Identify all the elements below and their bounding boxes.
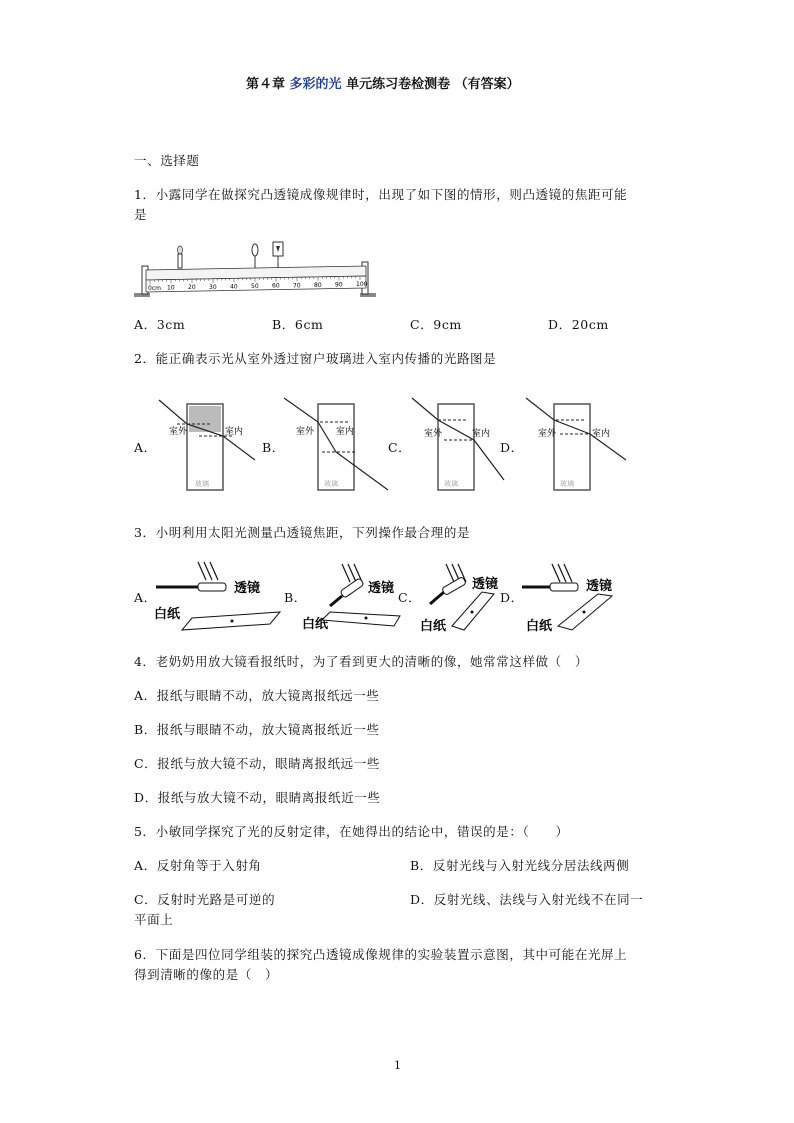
q1-option-d[interactable]: D．20cm bbox=[548, 317, 609, 332]
label-outside: 室外 bbox=[296, 427, 315, 437]
q2-figure-b bbox=[280, 394, 390, 494]
q2-figure-d bbox=[522, 394, 632, 494]
q3-figure-c bbox=[412, 560, 506, 632]
label-paper: 白纸 bbox=[526, 619, 553, 632]
label-lens: 透镜 bbox=[472, 577, 499, 592]
page-number: 1 bbox=[394, 1059, 401, 1072]
q3-option-b[interactable]: B． bbox=[284, 590, 307, 605]
q2-text: 2．能正确表示光从室外透过窗户玻璃进入室内传播的光路图是 bbox=[134, 351, 497, 366]
q4-text: 4．老奶奶用放大镜看报纸时，为了看到更大的清晰的像，她常常这样做（ ） bbox=[134, 654, 588, 669]
ruler-tick-label: 50 bbox=[251, 283, 259, 291]
focus-dot bbox=[231, 620, 234, 623]
lens-handle bbox=[430, 592, 444, 604]
ruler-tick-label: 0cm bbox=[148, 284, 161, 292]
q4-option-d[interactable]: D．报纸与放大镜不动，眼睛离报纸近一些 bbox=[134, 790, 381, 805]
q3-option-c[interactable]: C． bbox=[398, 590, 422, 605]
q1-option-b[interactable]: B．6cm bbox=[272, 317, 324, 332]
label-glass: 玻璃 bbox=[444, 480, 458, 488]
glass-shading bbox=[189, 406, 221, 432]
q5-option-b[interactable]: B．反射光线与入射光线分居法线两侧 bbox=[410, 858, 630, 873]
white-paper bbox=[322, 612, 400, 626]
q1-text-line1: 1．小露同学在做探究凸透镜成像规律时，出现了如下图的情形，则凸透镜的焦距可能 bbox=[134, 187, 628, 202]
q4-option-b[interactable]: B．报纸与眼睛不动，放大镜离报纸近一些 bbox=[134, 722, 380, 737]
label-lens: 透镜 bbox=[234, 581, 261, 596]
q2-figure-c bbox=[408, 394, 518, 494]
glass-pane bbox=[554, 404, 590, 490]
optical-bench-figure bbox=[134, 238, 384, 300]
title-suffix: 单元练习卷检测卷 （有答案） bbox=[341, 77, 520, 92]
lens-icon bbox=[550, 583, 578, 591]
label-glass: 玻璃 bbox=[324, 480, 338, 488]
ruler-tick-label: 40 bbox=[230, 283, 238, 291]
q3-figure-d bbox=[518, 560, 618, 632]
lens-icon bbox=[340, 578, 364, 598]
q3-figure-b bbox=[296, 560, 402, 632]
label-lens: 透镜 bbox=[368, 581, 395, 596]
q3-option-a[interactable]: A． bbox=[134, 590, 157, 605]
ruler-tick-label: 60 bbox=[272, 282, 280, 290]
ruler-tick-label: 30 bbox=[209, 283, 217, 291]
lens-handle bbox=[330, 596, 342, 606]
label-inside: 室内 bbox=[225, 427, 244, 437]
q2-option-a[interactable]: A． bbox=[134, 440, 157, 455]
ruler-tick-label: 100 bbox=[356, 281, 368, 289]
label-lens: 透镜 bbox=[586, 579, 613, 594]
label-outside: 室外 bbox=[169, 427, 188, 437]
label-outside: 室外 bbox=[424, 429, 443, 439]
q5-option-a[interactable]: A．反射角等于入射角 bbox=[134, 858, 262, 873]
ruler-tick-label: 10 bbox=[167, 284, 175, 292]
candle-flame-icon bbox=[178, 246, 183, 254]
glass-pane bbox=[318, 404, 354, 490]
label-inside: 室内 bbox=[336, 427, 355, 437]
ruler-tick-label: 80 bbox=[314, 281, 322, 289]
q4-option-a[interactable]: A．报纸与眼睛不动，放大镜离报纸远一些 bbox=[134, 688, 380, 703]
q5-option-d[interactable]: D．反射光线、法线与入射光线不在同一 bbox=[410, 892, 644, 907]
focus-dot bbox=[583, 611, 586, 614]
lens-icon bbox=[252, 244, 258, 256]
page-title bbox=[246, 77, 520, 93]
q6-text-line2: 得到清晰的像的是（ ） bbox=[134, 967, 279, 982]
label-paper: 白纸 bbox=[420, 619, 447, 632]
lens-icon bbox=[442, 577, 467, 596]
q3-figure-a bbox=[152, 560, 284, 632]
label-inside: 室内 bbox=[592, 429, 611, 439]
label-glass: 玻璃 bbox=[560, 480, 574, 488]
q5-option-c[interactable]: C．反射时光路是可逆的 bbox=[134, 892, 276, 907]
section-heading: 一、选择题 bbox=[134, 153, 200, 168]
q1-option-a[interactable]: A．3cm bbox=[134, 317, 186, 332]
q2-option-d[interactable]: D． bbox=[500, 440, 524, 455]
title-prefix: 第４章 bbox=[246, 77, 290, 92]
label-outside: 室外 bbox=[538, 429, 557, 439]
ruler-tick-label: 20 bbox=[188, 284, 196, 292]
glass-pane bbox=[438, 404, 474, 490]
focus-dot bbox=[365, 617, 368, 620]
q3-text: 3．小明利用太阳光测量凸透镜焦距，下列操作最合理的是 bbox=[134, 525, 471, 540]
title-highlight: 多彩的光 bbox=[289, 77, 342, 92]
q4-option-c[interactable]: C．报纸与放大镜不动，眼睛离报纸远一些 bbox=[134, 756, 380, 771]
q2-option-b[interactable]: B． bbox=[262, 440, 285, 455]
q1-option-c[interactable]: C．9cm bbox=[410, 317, 462, 332]
focus-dot bbox=[471, 611, 474, 614]
label-paper: 白纸 bbox=[154, 607, 181, 622]
q2-figure-a bbox=[155, 394, 265, 494]
label-inside: 室内 bbox=[472, 429, 491, 439]
q3-option-d[interactable]: D． bbox=[500, 590, 524, 605]
q1-text-line2: 是 bbox=[134, 207, 148, 222]
lens-icon bbox=[198, 583, 226, 591]
label-glass: 玻璃 bbox=[195, 480, 209, 488]
q6-text-line1: 6．下面是四位同学组装的探究凸透镜成像规律的实验装置示意图，其中可能在光屏上 bbox=[134, 947, 628, 962]
ruler-tick-label: 90 bbox=[335, 281, 343, 289]
q2-option-c[interactable]: C． bbox=[388, 440, 412, 455]
q5-text: 5．小敏同学探究了光的反射定律，在她得出的结论中，错误的是：（ ） bbox=[134, 824, 569, 839]
ruler-tick-label: 70 bbox=[293, 282, 301, 290]
candle bbox=[178, 254, 182, 268]
label-paper: 白纸 bbox=[302, 617, 329, 632]
q5-option-d-continued: 平面上 bbox=[134, 912, 174, 927]
